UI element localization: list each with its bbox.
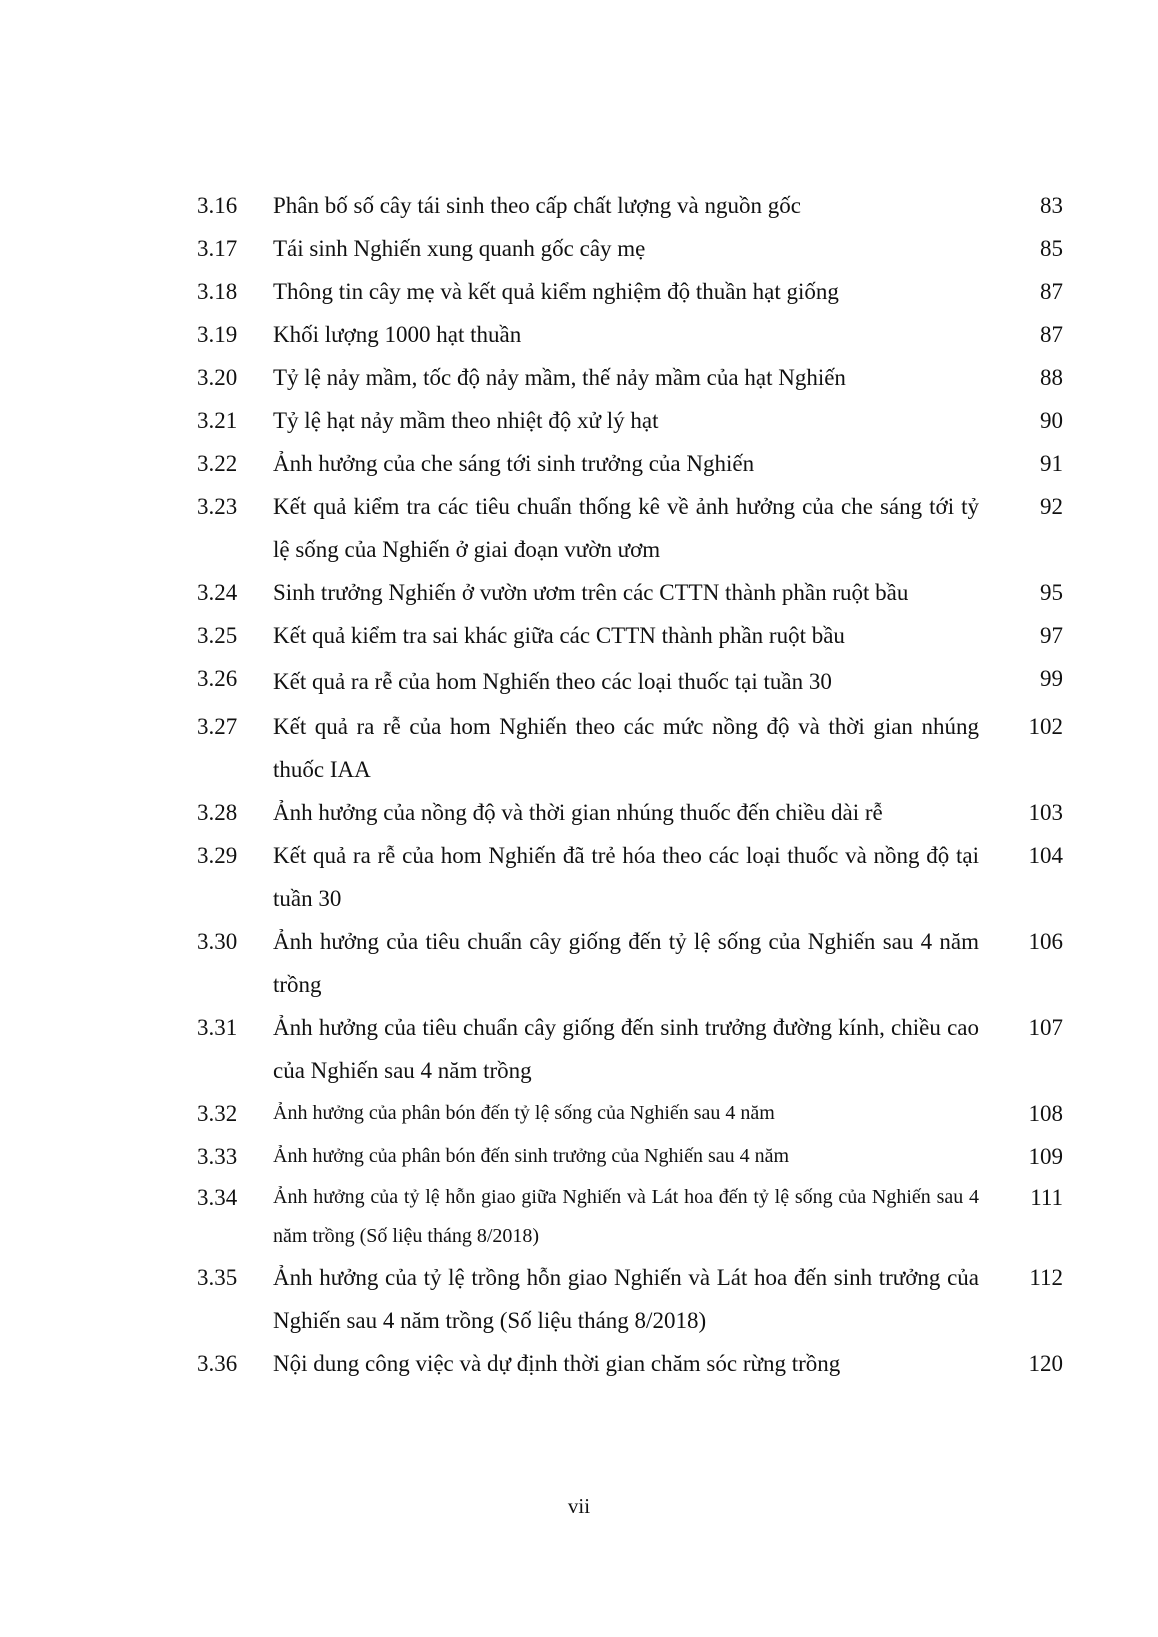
entry-number: 3.35 xyxy=(197,1265,238,1290)
toc-entry xyxy=(0,1256,1158,1342)
entry-page: 106 xyxy=(1028,929,1063,954)
entry-title: Thông tin cây mẹ và kết quả kiểm nghiệm độ thuần hạt giống xyxy=(273,279,839,304)
table-list-of-tables xyxy=(0,184,1158,1385)
entry-title: Ảnh hưởng của tiêu chuẩn cây giống đến sinh trưởng đường kính, chiều cao của Nghiến sau 4 năm trồng xyxy=(273,1015,979,1083)
entry-page: 87 xyxy=(1040,322,1063,347)
entry-number: 3.25 xyxy=(197,623,238,648)
entry-number: 3.31 xyxy=(197,1015,238,1040)
entry-title: Kết quả kiểm tra các tiêu chuẩn thống kê về ảnh hưởng của che sáng tới tỷ lệ sống của Nghiến ở giai đoạn vườn ươm xyxy=(273,494,979,562)
toc-entry xyxy=(0,657,1158,705)
entry-number: 3.18 xyxy=(197,279,238,304)
toc-entry xyxy=(0,442,1158,485)
entry-title: Tỷ lệ nảy mầm, tốc độ nảy mầm, thế nảy mầm của hạt Nghiến xyxy=(273,365,846,390)
entry-number: 3.22 xyxy=(197,451,238,476)
toc-entry xyxy=(0,399,1158,442)
entry-page: 108 xyxy=(1028,1101,1063,1126)
entry-title: Phân bố số cây tái sinh theo cấp chất lượng và nguồn gốc xyxy=(273,193,801,218)
toc-entry xyxy=(0,705,1158,791)
entry-number: 3.17 xyxy=(197,236,238,261)
entry-number: 3.27 xyxy=(197,714,238,739)
toc-entry xyxy=(0,614,1158,657)
entry-number: 3.19 xyxy=(197,322,238,347)
entry-title: Kết quả ra rễ của hom Nghiến theo các loại thuốc tại tuần 30 xyxy=(273,669,832,694)
entry-page: 97 xyxy=(1040,623,1063,648)
entry-page: 111 xyxy=(1030,1185,1063,1210)
entry-title: Ảnh hưởng của tiêu chuẩn cây giống đến tỷ lệ sống của Nghiến sau 4 năm trồng xyxy=(273,929,979,997)
entry-page: 109 xyxy=(1028,1144,1063,1169)
entry-page: 92 xyxy=(1040,494,1063,519)
toc-entry xyxy=(0,184,1158,227)
entry-title: Ảnh hưởng của nồng độ và thời gian nhúng thuốc đến chiều dài rễ xyxy=(273,800,883,825)
entry-page: 95 xyxy=(1040,580,1063,605)
toc-entry xyxy=(0,227,1158,270)
entry-number: 3.21 xyxy=(197,408,238,433)
entry-page: 120 xyxy=(1028,1351,1063,1376)
entry-number: 3.20 xyxy=(197,365,238,390)
entry-title: Khối lượng 1000 hạt thuần xyxy=(273,322,522,347)
entry-number: 3.23 xyxy=(197,494,238,519)
entry-number: 3.34 xyxy=(197,1185,238,1210)
entry-title: Sinh trưởng Nghiến ở vườn ươm trên các CTTN thành phần ruột bầu xyxy=(273,580,909,605)
entry-title: Ảnh hưởng của phân bón đến tỷ lệ sống của Nghiến sau 4 năm xyxy=(273,1102,775,1124)
entry-number: 3.16 xyxy=(197,193,238,218)
entry-page: 88 xyxy=(1040,365,1063,390)
toc-entry xyxy=(0,1178,1158,1256)
entry-page: 90 xyxy=(1040,408,1063,433)
entry-title: Tỷ lệ hạt nảy mầm theo nhiệt độ xử lý hạt xyxy=(273,408,659,433)
entry-number: 3.28 xyxy=(197,800,238,825)
page-number-footer: vii xyxy=(567,1494,591,1518)
toc-entry xyxy=(0,313,1158,356)
entry-number: 3.24 xyxy=(197,580,238,605)
entry-title: Ảnh hưởng của phân bón đến sinh trưởng của Nghiến sau 4 năm xyxy=(273,1145,790,1167)
toc-entry xyxy=(0,920,1158,1006)
entry-page: 103 xyxy=(1028,800,1063,825)
toc-entry xyxy=(0,1006,1158,1092)
entry-title: Ảnh hưởng của tỷ lệ hỗn giao giữa Nghiến và Lát hoa đến tỷ lệ sống của Nghiến sau 4 năm trồng (Số liệu tháng 8/2018) xyxy=(273,1186,979,1247)
toc-entry xyxy=(0,834,1158,920)
entry-number: 3.36 xyxy=(197,1351,238,1376)
toc-entry xyxy=(0,791,1158,834)
entry-title: Kết quả kiểm tra sai khác giữa các CTTN thành phần ruột bầu xyxy=(273,623,845,648)
entry-title: Nội dung công việc và dự định thời gian chăm sóc rừng trồng xyxy=(273,1351,841,1376)
entry-number: 3.30 xyxy=(197,929,238,954)
entry-page: 87 xyxy=(1040,279,1063,304)
entry-page: 104 xyxy=(1028,843,1063,868)
entry-title: Kết quả ra rễ của hom Nghiến theo các mức nồng độ và thời gian nhúng thuốc IAA xyxy=(273,714,979,782)
entry-number: 3.29 xyxy=(197,843,238,868)
toc-entry xyxy=(0,1342,1158,1385)
entry-page: 85 xyxy=(1040,236,1063,261)
entry-page: 99 xyxy=(1040,666,1063,691)
entry-page: 107 xyxy=(1028,1015,1063,1040)
entry-page: 112 xyxy=(1029,1265,1063,1290)
entry-title: Kết quả ra rễ của hom Nghiến đã trẻ hóa theo các loại thuốc và nồng độ tại tuần 30 xyxy=(273,843,979,911)
entry-number: 3.32 xyxy=(197,1101,238,1126)
entry-page: 83 xyxy=(1040,193,1063,218)
toc-entry xyxy=(0,270,1158,313)
toc-entry xyxy=(0,356,1158,399)
entry-number: 3.26 xyxy=(197,666,238,691)
entry-page: 91 xyxy=(1040,451,1063,476)
toc-entry xyxy=(0,485,1158,571)
entry-title: Ảnh hưởng của che sáng tới sinh trưởng của Nghiến xyxy=(273,451,755,476)
toc-entry xyxy=(0,1135,1158,1178)
toc-entry xyxy=(0,1092,1158,1135)
toc-entry xyxy=(0,571,1158,614)
entry-title: Ảnh hưởng của tỷ lệ trồng hỗn giao Nghiến và Lát hoa đến sinh trưởng của Nghiến sau 4 năm trồng (Số liệu tháng 8/2018) xyxy=(273,1265,979,1333)
entry-number: 3.33 xyxy=(197,1144,238,1169)
entry-page: 102 xyxy=(1028,714,1063,739)
entry-title: Tái sinh Nghiến xung quanh gốc cây mẹ xyxy=(273,236,646,261)
